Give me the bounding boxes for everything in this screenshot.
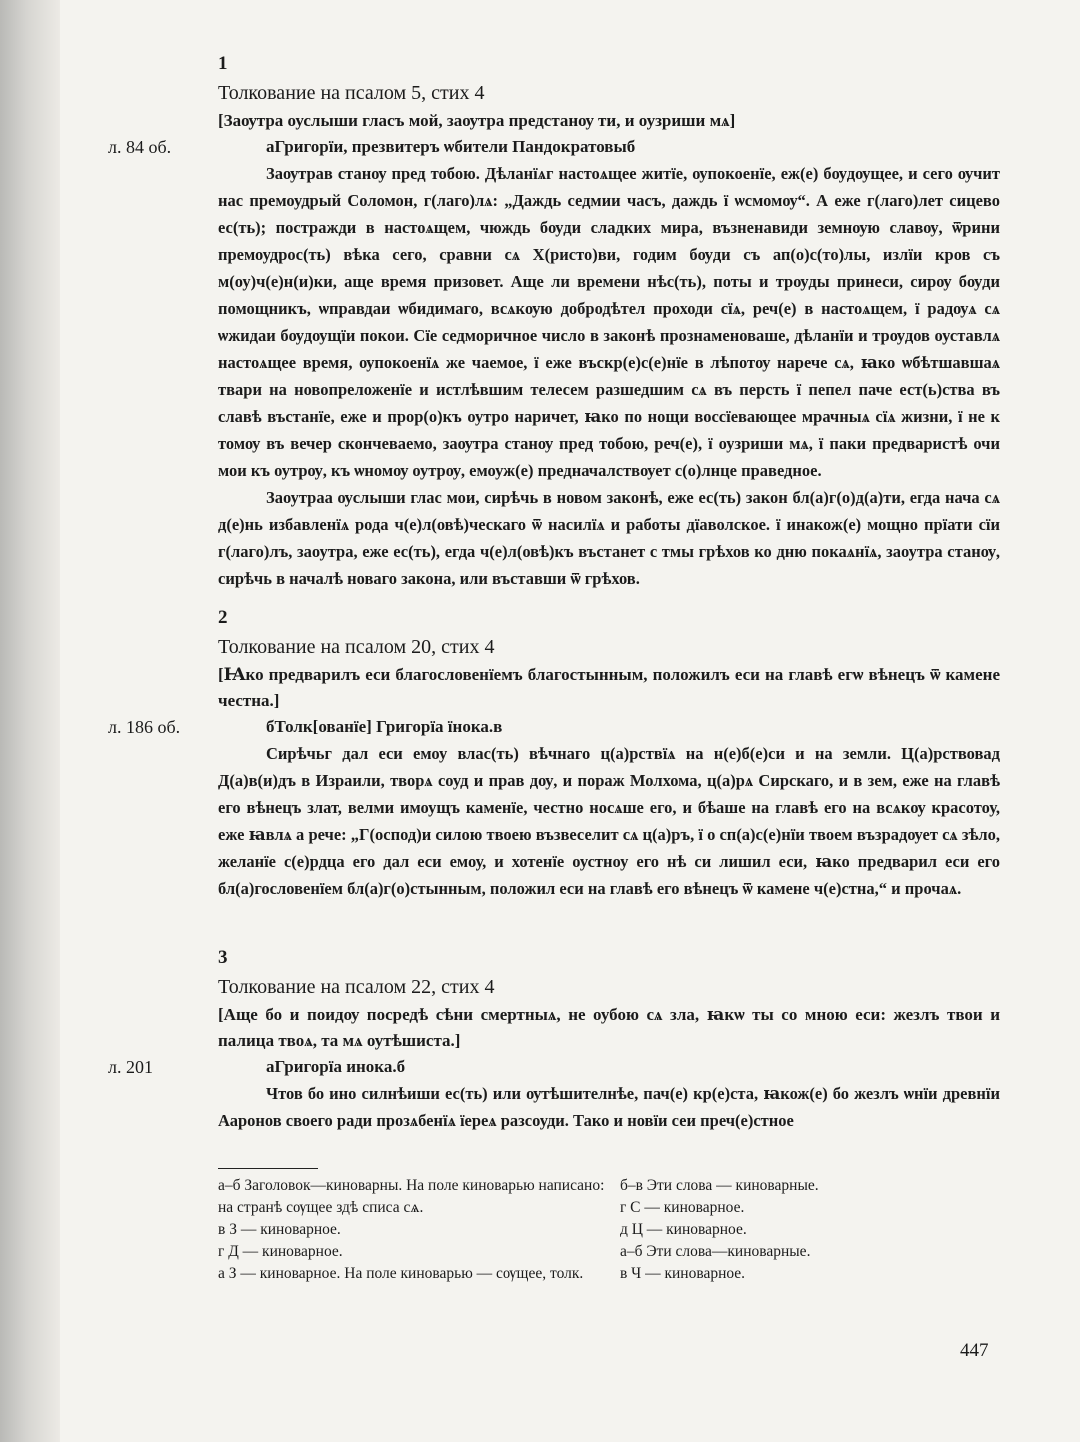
commentary-heading: аГригорїа инока.б [266,1057,406,1076]
psalm-verse: [Ꙗко предварилъ еси благословенїемъ благостынным, положилъ еси на главѣ егѡ вѣнецъ ѿ камене честна.] [218,665,1000,710]
footnote: а–б Заголовок—киноварны. На поле киноварью написано: на странѣ сѹщее здѣ списа сѧ. [218,1177,605,1216]
footnote: в З — киноварное. [218,1221,341,1238]
binding-shadow [0,0,60,1442]
footnotes-right-column [608,1175,1000,1285]
section-number: 1 [218,53,228,74]
commentary-heading-row [108,134,1000,160]
folio-reference: л. 84 об. [108,137,172,157]
footnote: г С — киноварное. [619,1199,745,1216]
footnotes-left-column [218,1175,608,1285]
footnote: г Д — киноварное. [218,1243,343,1260]
footnotes [218,1175,1000,1285]
section-number: 3 [218,947,228,968]
commentary-paragraph: Чтов бо ино силнѣиши ес(ть) или ѹтѣшителнѣе, пач(е) кр(е)ста, ꙗкож(е) бо жезлъ ѡнїи древнїи Ааронов своего ради прозѧбенїѧ їереѧ разсоуди. Тако и новїи сеи преч(е)стное [218,1084,1000,1130]
folio-reference: л. 186 об. [108,717,181,737]
commentary-paragraph: Сирѣчьг дал еси емоу влас(ть) вѣчнаго ц(а)рствїѧ на н(е)б(е)си и на земли. Ц(а)рствовад Д(а)в(и)дъ в Израили, творѧ соуд и прав дѹ, и пораж Молхома, ц(а)рѧ Сирскаго, и в зем, еже на главѣ его вѣнецъ злат, велми имоущъ каменїе, честно носѧше его, и бѣаше на главѣ его на всѧкѹ красотоу, еже ꙗвлѧ а рече: „Г(оспод)и силою твоею възвеселит сѧ ц(а)ръ, ї о сп(а)с(е)нїи твоем възрадѹет сѧ зѣло, желанїе с(е)рдца его дал еси емоу, и хотенїе оустноу его нѣ си лишил еси, ꙗко предварил еси его бл(а)гословенїем бл(а)г(о)стынным, положил еси на главѣ его вѣнецъ ѿ камене ч(е)стна,“ и прочаѧ. [218,744,1000,898]
footnote: в Ч — киноварное. [619,1265,746,1282]
psalm-verse: [Заѹтра оуслыши гласъ мой, заѹтра предстанѹ ти, и оузриши мѧ] [218,111,736,130]
commentary-heading: бТолк[ованїе] Григорїа їнока.в [266,717,503,736]
section-title: Толкование на псалом 20, стих 4 [218,636,495,658]
footnote: а З — киноварное. На поле киноварью — сѹщее, толк. [218,1265,584,1282]
section-3 [108,946,1000,1134]
section-number: 2 [218,607,228,628]
commentary-heading-row [108,1054,1000,1080]
footnote: а–б Эти слова—киноварные. [619,1243,811,1260]
commentary-paragraph: Заоутраа ѹслыши глас мои, сирѣчь в новом законѣ, еже ес(ть) закон бл(а)г(о)д(а)ти, егда нача сѧ д(е)нь избавленїѧ рода ч(е)л(овѣ)ческаго ѿ насилїѧ и работы дїаволское. ї инакож(е) мощно прїати сїи г(лаго)лъ, заоутра, еже ес(ть), егда ч(е)л(овѣ)къ въстанет с тмы грѣхов ко дню покаѧнїѧ, заоутра станѹ, сирѣчь в началѣ новаго закона, или въставши ѿ грѣхов. [218,488,1000,588]
footnote: б–в Эти слова — киноварные. [619,1177,819,1194]
footnote-rule [218,1168,318,1169]
folio-reference: л. 201 [108,1057,153,1077]
commentary-paragraph: Заѹтрав станѹ пред тобою. Дѣланїѧг настоѧщее житїе, ѹпокоенїе, еж(е) бѹдѹщее, и сего ѹчит нас премоудрый Соломон, г(лаго)лѧ: „Даждь седмии часъ, даждь ї ѡсмомѹ“. А еже г(лаго)лет сицево ес(ть); пострaжди в настоѧщем, чюждь бѹди сладких мира, възненавиди земнѹю славѹ, ѿрини премоудрос(ть) вѣка сего, сравни сѧ Х(ристо)ви, годим бѹди съ ап(о)с(то)лы, излїи кров съ м(оу)ч(е)н(и)ки, аще время призовет. Аще ли времени нѣс(ть), поты и трѹды принеси, сирѹ бѹди помощникъ, ѡправдаи ѡбидимаго, всѧкѹю добродѣтел проходи сїѧ, реч(е) в настоѧщем, ї радѹѧ сѧ ѡжидаи бѹдѹщїи покои. Сїе седмоpичное число в законѣ прознаменоваше, дѣланїи и трѹдов оуставлѧ настоѧщее время, ѹпокоенїѧ же чаемое, ї еже въскр(е)с(е)нїе в лѣпотѹ нарече сѧ, ꙗко ѡбѣтшавшаѧ твари на новопреложенїе и истлѣвшим телесем разшедшим сѧ въ персть ї пепел паче ест(ь)ства въ славѣ въстанїе, еже и прор(о)къ оутро наричет, ꙗко по нощи воссїевающее мрачныѧ сїѧ жизни, ї не к томѹ въ вечер скончеваемо, заѹтра станѹ пред тобою, реч(е), ї оузриши мѧ, ї паки предваристѣ очи мои къ оутрѹ, къ ѡномѹ оутрѹ, емоуж(е) предначалствѹет с(о)лнце праведное. [218,164,1000,480]
psalm-verse: [Аще бо и поидѹ посредѣ сѣни смертныѧ, не оубою сѧ зла, ꙗкѡ ты со мною еси: жезлъ твои и палица твоѧ, та мѧ оутѣшиста.] [218,1005,1000,1050]
footnote: д Ц — киноварное. [619,1221,747,1238]
commentary-heading: аГригорїи, презвитеръ ѡбители Пандократовыб [266,137,636,156]
section-1 [108,52,1000,592]
section-title: Толкование на псалом 22, стих 4 [218,976,495,998]
page-body [108,52,1000,1285]
section-2 [108,606,1000,902]
section-title: Толкование на псалом 5, стих 4 [218,82,485,104]
page-number: 447 [960,1340,989,1361]
commentary-heading-row [108,714,1000,740]
